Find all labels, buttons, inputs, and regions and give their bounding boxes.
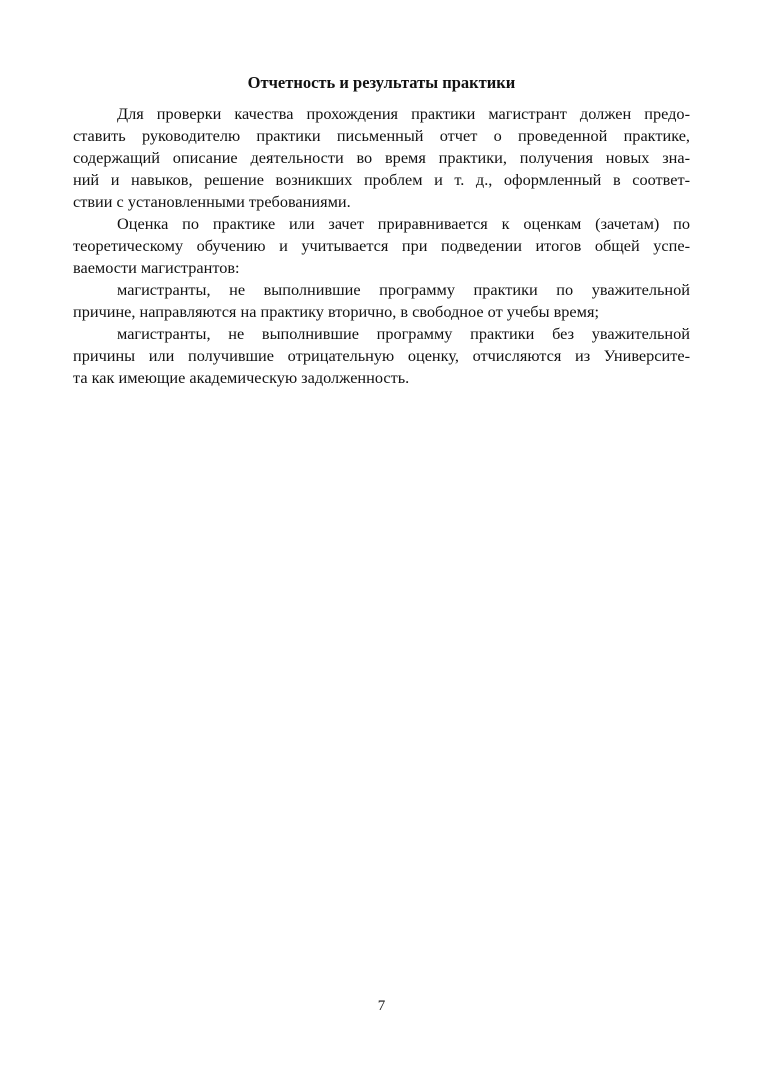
paragraph-line: магистранты, не выполнившие программу практики без уважительной <box>117 324 690 343</box>
paragraph-line: причине, направляются на практику вторично, в свободное от учебы время; <box>73 302 599 321</box>
section-title: Отчетность и результаты практики <box>247 73 516 92</box>
paragraph-line: ваемости магистрантов: <box>73 258 240 277</box>
paragraph-line: теоретическому обучению и учитывается при подведении итогов общей успе- <box>73 236 690 255</box>
paragraph-line: магистранты, не выполнившие программу практики по уважительной <box>117 280 690 299</box>
paragraph-line: ствии с установленными требованиями. <box>73 192 351 211</box>
paragraph-line: ний и навыков, решение возникших проблем и т. д., оформленный в соответ- <box>73 170 690 189</box>
paragraph-line: содержащий описание деятельности во время практики, получения новых зна- <box>73 148 690 167</box>
paragraph-line: Оценка по практике или зачет приравнивается к оценкам (зачетам) по <box>117 214 690 233</box>
paragraph-line: Для проверки качества прохождения практики магистрант должен предо- <box>117 104 690 123</box>
paragraph-line: причины или получившие отрицательную оценку, отчисляются из Университе- <box>73 346 690 365</box>
paragraph-line: та как имеющие академическую задолженность. <box>73 368 410 387</box>
paragraph-line: ставить руководителю практики письменный отчет о проведенной практике, <box>73 126 690 145</box>
page-number: 7 <box>377 998 386 1014</box>
